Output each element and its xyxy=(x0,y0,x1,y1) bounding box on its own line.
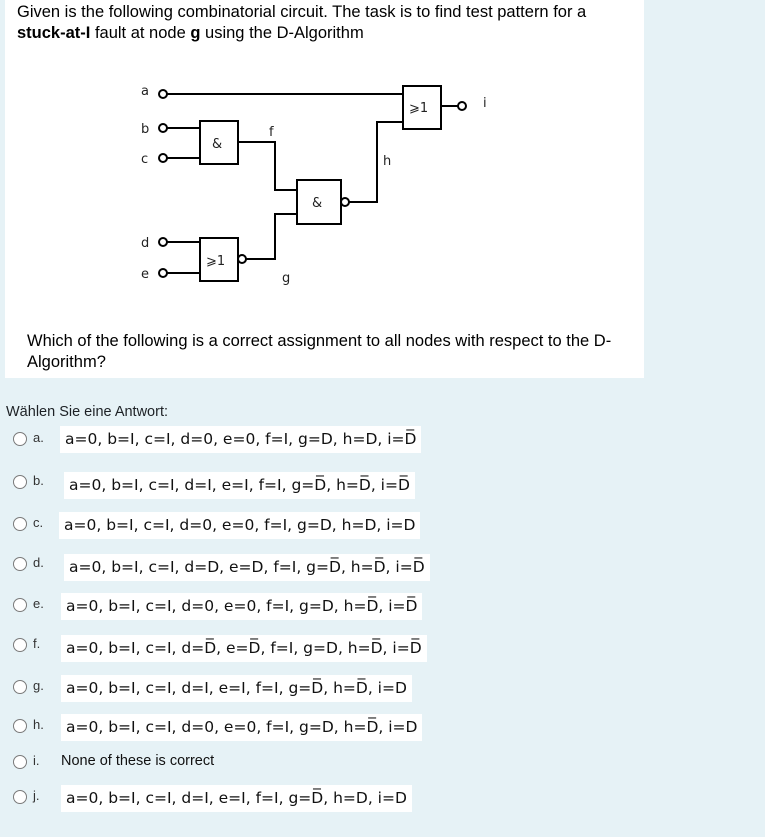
option-text[interactable]: a=0, b=I, c=I, d=0, e=0, f=I, g=D, h=D̅, i=D̅ xyxy=(61,593,422,620)
output-i-pin xyxy=(458,102,466,110)
label-a: a xyxy=(141,84,149,99)
radio-j[interactable] xyxy=(13,790,27,804)
label-b: b xyxy=(141,122,150,137)
circuit-diagram xyxy=(125,80,505,295)
option-text[interactable]: a=0, b=I, c=I, d=D̅, e=D̅, f=I, g=D, h=D̅, i=D̅ xyxy=(61,635,427,662)
question-box xyxy=(5,0,644,378)
option-letter: g. xyxy=(33,678,44,693)
option-letter: h. xyxy=(33,717,44,732)
input-d-pin xyxy=(159,238,167,246)
intro-text-1: Given is the following combinatorial circuit. The task is to find test pattern for a xyxy=(17,3,587,21)
option-text[interactable]: a=0, b=I, c=I, d=I, e=I, f=I, g=D̅, h=D, i=D xyxy=(61,785,412,812)
radio-e[interactable] xyxy=(13,598,27,612)
input-a-pin xyxy=(159,90,167,98)
intro-text-2: fault at node xyxy=(90,24,191,42)
option-letter: f. xyxy=(33,636,41,651)
intro-fault: stuck-at-I xyxy=(17,24,91,42)
input-e-pin xyxy=(159,269,167,277)
label-d: d xyxy=(141,236,150,251)
intro-text-3: using the D-Algorithm xyxy=(200,24,364,42)
input-c-pin xyxy=(159,154,167,162)
and-gate-2-bubble xyxy=(341,198,349,206)
or-gate-2-symbol: ⩾1 xyxy=(409,101,429,116)
option-text[interactable]: None of these is correct xyxy=(61,753,215,769)
option-text[interactable]: a=0, b=I, c=I, d=I, e=I, f=I, g=D̅, h=D̅, i=D xyxy=(61,675,412,702)
input-b-pin xyxy=(159,124,167,132)
label-g: g xyxy=(282,271,291,286)
label-f: f xyxy=(269,125,274,140)
or-gate-1-bubble xyxy=(238,255,246,263)
option-text[interactable]: a=0, b=I, c=I, d=I, e=I, f=I, g=D̅, h=D̅, i=D̅ xyxy=(64,472,415,499)
label-h: h xyxy=(383,154,392,169)
option-text[interactable]: a=0, b=I, c=I, d=0, e=0, f=I, g=D, h=D, i=D̅ xyxy=(60,426,421,453)
radio-f[interactable] xyxy=(13,638,27,652)
question-prompt: Which of the following is a correct assignment to all nodes with respect to the D-Algorithm? xyxy=(27,332,612,371)
label-e: e xyxy=(141,267,149,282)
intro-node: g xyxy=(190,24,201,42)
radio-d[interactable] xyxy=(13,557,27,571)
option-text[interactable]: a=0, b=I, c=I, d=0, e=0, f=I, g=D, h=D, i=D xyxy=(59,512,420,539)
option-letter: b. xyxy=(33,473,44,488)
question-intro xyxy=(17,2,637,44)
radio-h[interactable] xyxy=(13,719,27,733)
and-gate-1-symbol: & xyxy=(212,137,223,152)
radio-b[interactable] xyxy=(13,475,27,489)
radio-i[interactable] xyxy=(13,755,27,769)
radio-a[interactable] xyxy=(13,432,27,446)
label-i: i xyxy=(483,96,487,111)
option-letter: a. xyxy=(33,430,44,445)
radio-g[interactable] xyxy=(13,680,27,694)
answer-prompt: Wählen Sie eine Antwort: xyxy=(6,404,169,420)
option-letter: i. xyxy=(33,753,40,768)
and-gate-2-symbol: & xyxy=(312,196,323,211)
option-text[interactable]: a=0, b=I, c=I, d=0, e=0, f=I, g=D, h=D̅, i=D xyxy=(61,714,422,741)
option-text[interactable]: a=0, b=I, c=I, d=D, e=D, f=I, g=D̅, h=D̅, i=D̅ xyxy=(64,554,430,581)
option-letter: j. xyxy=(33,788,40,803)
option-letter: d. xyxy=(33,555,44,570)
or-gate-1-symbol: ⩾1 xyxy=(206,254,226,269)
label-c: c xyxy=(141,152,149,167)
option-letter: e. xyxy=(33,596,44,611)
option-letter: c. xyxy=(33,515,44,530)
radio-c[interactable] xyxy=(13,517,27,531)
